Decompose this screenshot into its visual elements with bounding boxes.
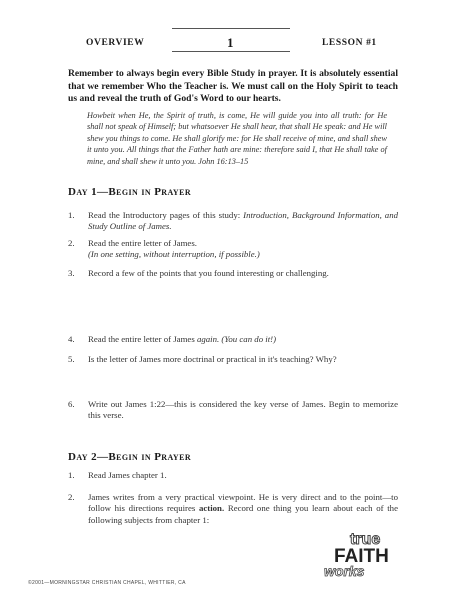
lesson-label: LESSON #1 (322, 38, 377, 48)
header-rule-top (172, 28, 290, 29)
logo-word-works: works (324, 563, 365, 578)
true-faith-works-logo (322, 530, 408, 578)
logo-word-faith: FAITH (334, 546, 389, 567)
section-label: OVERVIEW (86, 38, 145, 48)
footer-copyright: ©2001—MORNINGSTAR CHRISTIAN CHAPEL, WHITTIER, CA (28, 580, 186, 586)
logo-word-true: true (350, 531, 381, 548)
day1-title: Day 1—Begin in Prayer (68, 186, 192, 198)
header-rule-bottom (172, 51, 290, 52)
scripture-quote: Howbeit when He, the Spirit of truth, is come, He will guide you into all truth: for He shall not speak of Himself; but whatsoever He shall hear, that shall He speak: and He will shew you things to come. He shall glorify me: for He shall receive of mine, and shall shew it unto you. All things that the Father hath are mine: therefore said I, that He shall take of mine, and shall shew it unto you. John 16:13–15 (87, 111, 387, 166)
day2-title: Day 2—Begin in Prayer (68, 451, 192, 463)
page-number: 1 (227, 35, 234, 50)
intro-paragraph: Remember to always begin every Bible Study in prayer. It is absolutely essential that we remember Who the Teacher is. We must call on the Holy Spirit to teach us and reveal the truth of God's Word to our hearts. (68, 68, 398, 105)
